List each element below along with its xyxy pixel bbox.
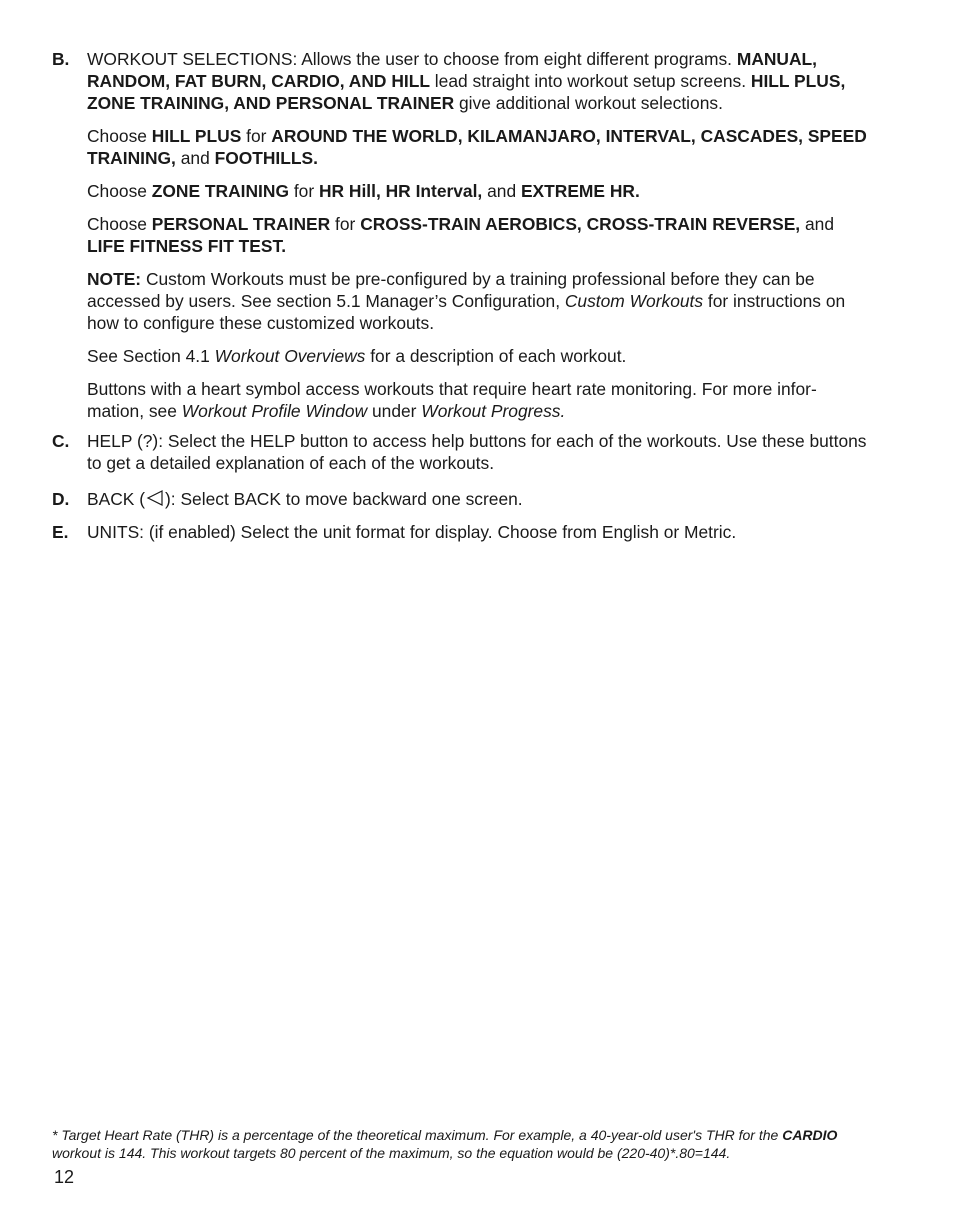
bold-span: AROUND THE WORLD, KILAMANJARO, INTERVAL, CASCADES, SPEED TRAINING, (87, 126, 867, 168)
bold-span: NOTE: (87, 269, 142, 289)
item-d-body (87, 488, 872, 512)
text-span: Choose (87, 126, 152, 146)
item-b-body (87, 48, 872, 422)
text-span: Choose (87, 181, 152, 201)
hill-plus-paragraph (87, 125, 872, 169)
item-letter-d: D. (52, 489, 70, 509)
text-span: Choose (87, 214, 152, 234)
bold-span: ZONE TRAINING (151, 181, 289, 201)
zone-training-paragraph (87, 180, 872, 202)
bold-span: CARDIO (782, 1127, 838, 1143)
italic-span: Workout Overviews (214, 346, 366, 366)
text-span: and (175, 148, 215, 168)
text-span: for (330, 214, 361, 234)
text-span: workout is 144. This workout targets 80 percent of the maximum, so the equation would be (220-40)*.80=144. (52, 1144, 731, 1161)
italic-span: Workout Profile Window (181, 401, 368, 421)
item-back (52, 488, 872, 512)
text-span: and (482, 181, 521, 201)
text-span: for (288, 181, 319, 201)
text-span: give additional workout selections. (454, 93, 723, 113)
note-paragraph (87, 268, 872, 334)
page-number: 12 (54, 1167, 75, 1187)
bold-span: LIFE FITNESS FIT TEST. (87, 236, 287, 256)
text-span: for instructions on how to configure these customized workouts. (87, 291, 846, 333)
back-arrow-icon (146, 489, 164, 512)
bold-span: FOOTHILLS. (214, 148, 318, 168)
text-span: WORKOUT SELECTIONS: Allows the user to choose from eight different programs. (87, 49, 737, 69)
text-span: and (800, 214, 835, 234)
item-help (52, 430, 872, 474)
bold-span: CROSS-TRAIN AEROBICS, CROSS-TRAIN REVERSE, (360, 214, 801, 234)
bold-span: PERSONAL TRAINER (151, 214, 331, 234)
text-span: See Section 4.1 (87, 346, 215, 366)
text-span: BACK ( (87, 489, 145, 509)
bold-span: HR Hill, HR Interval, (318, 181, 483, 201)
text-span: Custom Workouts must be pre-configured by a training professional before they can be accessed by users. See section 5.1 Manager’s Configuration, (87, 269, 815, 311)
bold-span: EXTREME HR. (520, 181, 640, 201)
text-span: under (367, 401, 422, 421)
heart-symbol-paragraph (87, 378, 872, 422)
item-units (52, 521, 872, 543)
workout-selections-paragraph (87, 48, 872, 114)
italic-span: Custom Workouts (564, 291, 704, 311)
item-c-body (87, 430, 872, 474)
text-span: ): Select BACK to move backward one screen. (164, 489, 523, 509)
text-span: * Target Heart Rate (THR) is a percentage of the theoretical maximum. For example, a 40-year-old user's THR for the (52, 1127, 783, 1143)
units-text: UNITS: (if enabled) Select the unit format for display. Choose from English or Metric. (87, 522, 737, 542)
personal-trainer-paragraph (87, 213, 872, 257)
help-text: HELP (?): Select the HELP button to access help buttons for each of the workouts. Use these buttons to get a detailed explanation of each of the workouts. (87, 431, 867, 473)
text-span: Buttons with a heart symbol access workouts that require heart rate monitoring. For more infor-mation, see (87, 379, 817, 421)
bold-span: HILL PLUS (151, 126, 242, 146)
text-span: lead straight into workout setup screens. (429, 71, 751, 91)
item-letter-b: B. (52, 49, 70, 69)
item-workout-selections (52, 48, 872, 433)
footnote (52, 1127, 882, 1162)
text-span: for a description of each workout. (365, 346, 627, 366)
italic-span: Workout Progress. (421, 401, 566, 421)
workout-overviews-paragraph (87, 345, 872, 367)
text-span: for (241, 126, 272, 146)
bold-span: MANUAL, RANDOM, FAT BURN, CARDIO, AND HILL (87, 49, 818, 91)
item-letter-e: E. (52, 522, 69, 542)
bold-span: HILL PLUS, ZONE TRAINING, AND PERSONAL TRAINER (87, 71, 846, 113)
item-e-body (87, 521, 872, 543)
item-letter-c: C. (52, 431, 70, 451)
